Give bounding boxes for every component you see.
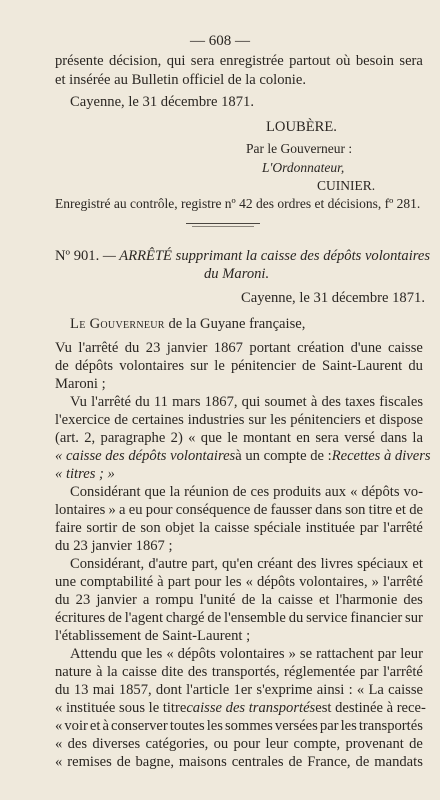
word: en: [296, 430, 311, 446]
word: faire: [55, 520, 82, 536]
word: rompu: [155, 592, 194, 608]
word: de: [288, 754, 303, 770]
word: service: [306, 610, 348, 626]
word: »: [288, 646, 296, 662]
word: qui: [241, 394, 261, 410]
decree-date: Cayenne, le 31 décembre 1871.: [241, 290, 425, 306]
word: transportés: [358, 718, 423, 734]
word: pour: [233, 736, 261, 752]
text-fragment: caisse des transportés: [186, 700, 316, 716]
text-line: [55, 357, 423, 375]
word: des: [403, 592, 423, 608]
ordonnateur-line: L'Ordonnateur,: [262, 160, 345, 175]
text-line: [55, 573, 423, 591]
word: qui: [166, 53, 186, 69]
word: soumet: [264, 394, 307, 410]
word: «: [188, 430, 196, 446]
word: dépôts: [256, 574, 296, 590]
word: du: [408, 358, 423, 374]
text-line: [55, 681, 423, 699]
word: les: [206, 718, 223, 734]
word: 2): [170, 430, 183, 446]
word: taxes: [345, 394, 376, 410]
word: l'unité: [199, 592, 236, 608]
text-line: du 23 janvier 1867 ;: [55, 538, 173, 554]
word: du: [288, 610, 304, 626]
word: 2,: [84, 430, 96, 446]
governor-rest: de la Guyane française,: [168, 316, 306, 332]
word: les: [146, 646, 163, 662]
word: maisons: [178, 754, 227, 770]
word: de: [232, 484, 247, 500]
word: versées: [274, 718, 318, 734]
word: 11: [153, 394, 168, 410]
text-line: Maroni ;: [55, 376, 106, 392]
word: La: [368, 682, 384, 698]
word: dite: [161, 664, 184, 680]
word: et: [395, 502, 406, 518]
word: par: [359, 520, 379, 536]
word: Considérant,: [70, 556, 145, 572]
text-line: [55, 663, 423, 681]
word: a: [142, 592, 150, 608]
governor-line: [70, 315, 305, 333]
word: volontaires: [219, 646, 285, 662]
word: portant: [249, 340, 291, 356]
word: leur: [265, 736, 289, 752]
word: son: [140, 520, 161, 536]
word: industries: [187, 412, 245, 428]
text-line: [55, 339, 423, 357]
word: réglementée: [284, 664, 356, 680]
word: sera: [315, 430, 339, 446]
word: lontaires: [55, 502, 106, 518]
word: écritures: [55, 610, 106, 626]
word: l'agent: [124, 610, 164, 626]
word: décision,: [109, 53, 162, 69]
word: versé: [344, 430, 375, 446]
word: les: [225, 574, 242, 590]
word: de: [207, 610, 222, 626]
word: à: [95, 664, 103, 680]
text-fragment: Recettes à divers: [331, 448, 431, 464]
text-line: [70, 393, 423, 411]
decree-title-prefix: — ARRÊTÉ: [102, 248, 172, 264]
word: caisse: [278, 592, 313, 608]
text-fragment: « instituée sous le titre: [55, 700, 187, 716]
word: de: [121, 520, 136, 536]
word: les: [340, 718, 357, 734]
word: à: [102, 718, 109, 734]
word: d'autre: [148, 556, 188, 572]
word: Attendu: [70, 646, 118, 662]
text-line: [70, 645, 423, 663]
word: de: [409, 736, 423, 752]
word: par: [359, 664, 379, 680]
word: 23: [75, 592, 91, 608]
word: fausser: [270, 502, 312, 518]
word: à: [157, 574, 164, 590]
word: «: [245, 574, 253, 590]
word: Saint-Laurent: [321, 358, 403, 374]
word: «: [55, 754, 63, 770]
word: sortir: [86, 520, 118, 536]
word: l'arrêté: [383, 664, 423, 680]
word: titre: [368, 502, 393, 518]
text-fragment: à un compte de :: [235, 448, 332, 464]
word: s'exprime: [256, 682, 313, 698]
text-line: [55, 411, 423, 429]
word: «: [356, 682, 365, 698]
word: la: [261, 592, 272, 608]
word: voir: [64, 718, 88, 734]
word: «: [55, 718, 63, 734]
word: caisse: [388, 682, 423, 698]
text-line: [55, 429, 423, 447]
text-line: [55, 609, 423, 627]
word: que: [121, 646, 143, 662]
word: catégories,: [145, 736, 209, 752]
text-line: [55, 591, 423, 609]
word: chargé: [165, 610, 205, 626]
word: centrales: [231, 754, 284, 770]
word: vo-: [403, 484, 423, 500]
word: volontaires: [119, 358, 185, 374]
word: l'arrêté: [383, 520, 423, 536]
word: qu'en: [222, 556, 254, 572]
text-line: [55, 447, 431, 465]
word: que: [200, 430, 222, 446]
word: l'arrêté: [78, 340, 119, 356]
section-divider: [186, 223, 260, 224]
decree-title-line2: du Maroni.: [204, 266, 270, 282]
word: du: [135, 394, 150, 410]
word: pénitencier: [231, 358, 296, 374]
word: des: [321, 394, 341, 410]
word: dépôts: [361, 484, 400, 500]
word: Vu: [70, 394, 87, 410]
word: une: [55, 574, 77, 590]
word: «: [55, 736, 63, 752]
word: les: [270, 412, 287, 428]
text-line: [55, 699, 426, 717]
word: par: [377, 646, 397, 662]
page-number: — 608 —: [190, 33, 250, 49]
word: fiscales: [379, 394, 423, 410]
cuinier-name: CUINIER.: [317, 178, 376, 193]
word: Considérant: [70, 484, 141, 500]
word: diverses: [92, 736, 141, 752]
word: l'arrêté: [91, 394, 132, 410]
word: de: [114, 412, 128, 428]
word: sur: [190, 358, 209, 374]
text-line: [55, 52, 423, 70]
decree-title-rest: supprimant la caisse des dépôts volontaires: [175, 248, 431, 264]
word: produits: [273, 484, 322, 500]
word: mandats: [374, 754, 423, 770]
word: »: [108, 502, 116, 518]
word: objet: [165, 520, 195, 536]
decree-number: Nº 901.: [55, 248, 100, 264]
word: 1857,: [118, 682, 152, 698]
word: sera: [399, 53, 423, 69]
word: des: [296, 556, 317, 572]
decree-title: [55, 247, 430, 265]
word: l'harmonie: [335, 592, 398, 608]
word: sur: [405, 610, 423, 626]
word: de: [355, 754, 370, 770]
word: de: [253, 502, 268, 518]
word: créant: [257, 556, 293, 572]
word: sommes: [225, 718, 273, 734]
word: bagne,: [135, 754, 174, 770]
word: part,: [191, 556, 218, 572]
word: 13: [73, 682, 89, 698]
word: remises: [67, 754, 112, 770]
word: partout: [289, 53, 331, 69]
word: création: [297, 340, 345, 356]
word: la: [169, 484, 181, 500]
word: pour: [194, 574, 222, 590]
word: a: [119, 502, 126, 518]
word: réunion: [184, 484, 229, 500]
word: de: [302, 358, 316, 374]
word: la: [106, 664, 118, 680]
word: spéciaux: [357, 556, 409, 572]
word: leur: [400, 646, 423, 662]
word: janvier: [166, 340, 208, 356]
text-line: [70, 483, 423, 501]
word: le: [214, 358, 225, 374]
word: besoin: [355, 53, 394, 69]
word: transportés,: [211, 664, 280, 680]
word: (art.: [55, 430, 79, 446]
word: montant: [243, 430, 291, 446]
word: 1867: [213, 340, 243, 356]
word: provenant: [345, 736, 404, 752]
word: d'une: [350, 340, 382, 356]
word: son: [345, 502, 366, 518]
word: à: [310, 394, 318, 410]
text-line: « titres ; »: [55, 466, 115, 482]
word: paragraphe: [100, 430, 166, 446]
text-fragment: est destinée à rece-: [315, 700, 426, 716]
word: part: [167, 574, 191, 590]
word: dans: [315, 502, 342, 518]
word: 1867,: [204, 394, 238, 410]
word: présente: [55, 53, 104, 69]
word: et: [89, 718, 101, 734]
text-line: [55, 501, 423, 519]
word: rattachent: [316, 646, 374, 662]
word: sur: [248, 412, 267, 428]
word: du: [124, 340, 140, 356]
date-line: Cayenne, le 31 décembre 1871.: [70, 94, 254, 110]
word: l'arrêté: [383, 574, 423, 590]
word: compte,: [293, 736, 341, 752]
text-fragment: « caisse des dépôts volontaires: [55, 448, 236, 464]
word: de: [108, 610, 122, 626]
word: des: [67, 736, 88, 752]
word: du: [55, 592, 70, 608]
word: «: [350, 484, 358, 500]
word: spéciale: [253, 520, 301, 536]
word: et: [364, 412, 376, 428]
word: Vu: [55, 340, 72, 356]
text-line: [55, 519, 423, 537]
word: :: [348, 682, 353, 698]
word: «: [166, 646, 174, 662]
word: volontaires,: [299, 574, 368, 590]
by-governor-line: Par le Gouverneur :: [246, 141, 353, 156]
word: dépôts: [74, 358, 114, 374]
word: enregistrée: [219, 53, 284, 69]
word: pénitenciers: [290, 412, 361, 428]
word: caisse: [214, 520, 250, 536]
word: pour: [145, 502, 173, 518]
word: conséquence: [175, 502, 251, 518]
word: France,: [307, 754, 351, 770]
word: des: [187, 664, 208, 680]
word: dont: [155, 682, 182, 698]
governor-title: Le Gouverneur: [70, 316, 165, 332]
word: »: [371, 574, 379, 590]
text-line: et insérée au Bulletin officiel de la colonie.: [55, 72, 306, 88]
word: toutes: [169, 718, 205, 734]
word: certaines: [131, 412, 184, 428]
word: ces: [250, 484, 270, 500]
text-line: [70, 555, 423, 573]
word: nature: [55, 664, 92, 680]
word: le: [227, 430, 238, 446]
word: dans: [380, 430, 408, 446]
word: dépôts: [177, 646, 216, 662]
word: de: [55, 358, 69, 374]
registration-line: Enregistré au contrôle, registre nº 42 des ordres et décisions, fº 281.: [55, 196, 421, 211]
word: instituée: [305, 520, 356, 536]
word: mai: [92, 682, 115, 698]
word: l'exercice: [55, 412, 111, 428]
word: que: [144, 484, 166, 500]
word: janvier: [96, 592, 137, 608]
word: financier: [350, 610, 403, 626]
word: et: [412, 556, 423, 572]
word: où: [335, 53, 351, 69]
word: eu: [128, 502, 143, 518]
word: ou: [213, 736, 229, 752]
signatory-name: LOUBÈRE.: [266, 119, 337, 135]
word: ainsi: [316, 682, 345, 698]
word: aux: [325, 484, 347, 500]
word: mars: [172, 394, 201, 410]
text-line: l'établissement de Saint-Laurent ;: [55, 628, 251, 644]
word: la: [412, 430, 423, 446]
word: de: [116, 754, 131, 770]
word: l'article: [186, 682, 230, 698]
word: dispose: [379, 412, 423, 428]
word: caisse: [388, 340, 423, 356]
word: de: [241, 592, 256, 608]
text-line: [55, 735, 423, 753]
word: livres: [320, 556, 354, 572]
text-line: [55, 717, 423, 735]
word: l'ensemble: [224, 610, 286, 626]
word: se: [299, 646, 313, 662]
word: 23: [145, 340, 161, 356]
word: sera: [190, 53, 215, 69]
word: 1er: [233, 682, 253, 698]
word: la: [199, 520, 210, 536]
word: conserver: [111, 718, 168, 734]
word: de: [409, 502, 423, 518]
text-line: [55, 753, 423, 771]
section-divider-thin: [192, 226, 254, 227]
word: par: [319, 718, 339, 734]
word: et: [318, 592, 330, 608]
word: caisse: [122, 664, 157, 680]
word: comptabilité: [80, 574, 154, 590]
word: du: [55, 682, 70, 698]
